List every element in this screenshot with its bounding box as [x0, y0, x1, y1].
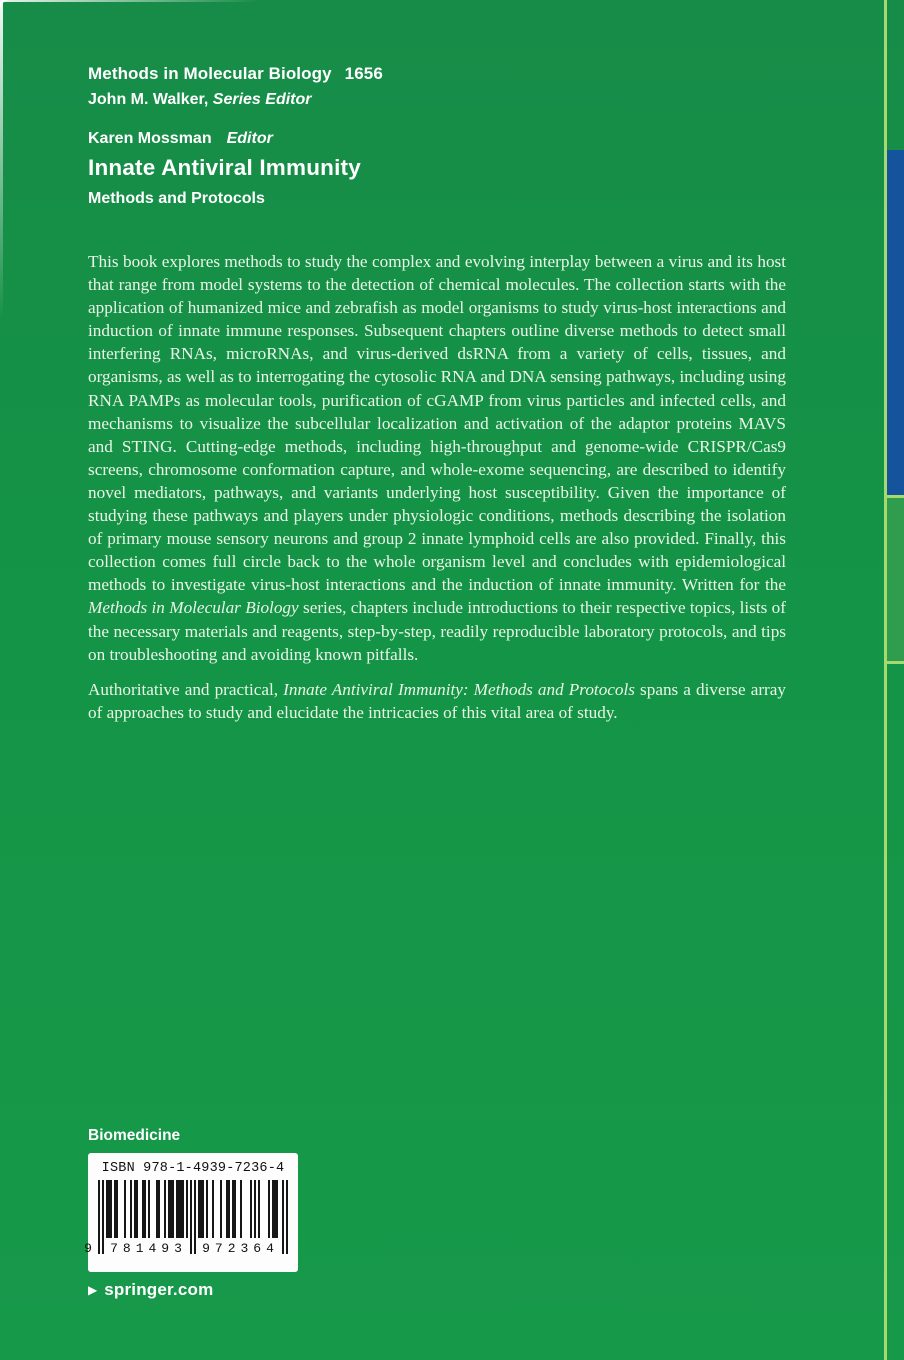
barcode-bar — [142, 1180, 146, 1238]
barcode-bar — [190, 1180, 192, 1254]
series-editor-name: John M. Walker, — [88, 91, 209, 108]
spine-accent-horizontal-line-2 — [887, 661, 904, 664]
cover-edge-artifact-top — [0, 0, 260, 2]
barcode-bar — [240, 1180, 242, 1238]
category-label: Biomedicine — [88, 1127, 181, 1144]
barcode-bar — [106, 1180, 112, 1238]
barcode-bar — [114, 1180, 118, 1238]
cover-edge-artifact-left — [0, 0, 3, 320]
barcode-bars — [84, 1180, 288, 1256]
book-title: Innate Antiviral Immunity — [88, 155, 361, 180]
volume-editor-name: Karen Mossman — [88, 130, 212, 147]
springer-arrow-icon: ▶ — [88, 1283, 98, 1297]
series-title-line — [88, 64, 383, 84]
spine-light-green-segment — [887, 498, 904, 661]
volume-editor-role: Editor — [226, 130, 273, 147]
synopsis — [88, 250, 786, 724]
barcode-bar — [268, 1180, 270, 1238]
barcode-digit-group2: 972364 — [202, 1241, 279, 1256]
barcode-bar — [254, 1180, 256, 1238]
barcode-bar — [286, 1180, 288, 1254]
publisher-website: springer.com — [104, 1280, 214, 1299]
barcode-bar — [148, 1180, 150, 1238]
barcode-bar — [102, 1180, 104, 1254]
publisher-website-line — [88, 1280, 213, 1300]
barcode-bar — [176, 1180, 184, 1238]
synopsis-paragraph-1: This book explores methods to study the complex and evolving interplay between a virus and its host that range from model systems to the detection of chemical molecules. The collection starts with the application of humanized mice and zebrafish as model organisms to study virus-host interactions and induction of innate immune responses. Subsequent chapters outline diverse methods to detect small interfering RNAs, microRNAs, and virus-derived dsRNA from a variety of cells, tissues, and organisms, as well as to interrogating the cytosolic RNA and DNA sensing pathways, including using RNA PAMPs as molecular tools, purification of cGAMP from virus particles and infected cells, and mechanisms to visualize the subcellular localization and activation of the adaptor proteins MAVS and STING. Cutting-edge methods, including high-throughput and genome-wide CRISPR/Cas9 screens, chromosome conformation capture, and whole-exome sequencing, are described to identify novel mediators, pathways, and variants underlying host susceptibility. Given the importance of studying these pathways and players under physiologic conditions, methods describing the isolation of primary mouse sensory neurons and group 2 innate lymphoid cells are also provided. Finally, this collection comes full circle back to the whole organism level and concludes with epidemiological methods to investigate virus-host interactions and the induction of innate immunity. Written for the Methods in Molecular Biology series, chapters include introductions to their respective topics, lists of the necessary materials and reagents, step-by-step, readily reproducible laboratory protocols, and tips on troubleshooting and avoiding known pitfalls. — [88, 252, 786, 664]
barcode-bar — [232, 1180, 236, 1238]
barcode-bar — [134, 1180, 138, 1238]
barcode-digits — [84, 1240, 288, 1256]
synopsis-paragraph-2: Authoritative and practical, Innate Antiviral Immunity: Methods and Protocols spans a diverse array of approaches to study and elucidate the intricacies of this vital area of study. — [88, 679, 786, 722]
barcode-bar — [258, 1180, 260, 1238]
barcode-bar — [282, 1180, 284, 1254]
barcode-bar — [98, 1180, 100, 1254]
barcode-bar — [168, 1180, 174, 1238]
series-editor-role: Series Editor — [212, 91, 312, 108]
barcode-bar — [198, 1180, 204, 1238]
barcode-digit-first: 9 — [84, 1241, 92, 1256]
barcode-bar — [164, 1180, 166, 1238]
barcode-digit-group1: 781493 — [110, 1241, 187, 1256]
isbn-label: ISBN 978-1-4939-7236-4 — [101, 1161, 285, 1176]
series-color-band — [887, 150, 904, 495]
series-title: Methods in Molecular Biology — [88, 64, 332, 83]
barcode-bar — [186, 1180, 188, 1238]
barcode-bar — [194, 1180, 196, 1254]
series-editor-line — [88, 91, 311, 109]
series-number: 1656 — [344, 64, 383, 83]
volume-editor-line — [88, 130, 273, 148]
barcode-bar — [272, 1180, 278, 1238]
barcode-bar — [206, 1180, 208, 1238]
barcode-bar — [250, 1180, 252, 1238]
barcode-bar — [212, 1180, 214, 1238]
barcode-bar — [124, 1180, 126, 1238]
barcode-bar — [156, 1180, 160, 1238]
barcode-bar — [226, 1180, 230, 1238]
barcode-bar — [220, 1180, 222, 1238]
book-subtitle: Methods and Protocols — [88, 190, 265, 207]
barcode-bar — [130, 1180, 132, 1238]
isbn-barcode — [84, 1153, 298, 1272]
